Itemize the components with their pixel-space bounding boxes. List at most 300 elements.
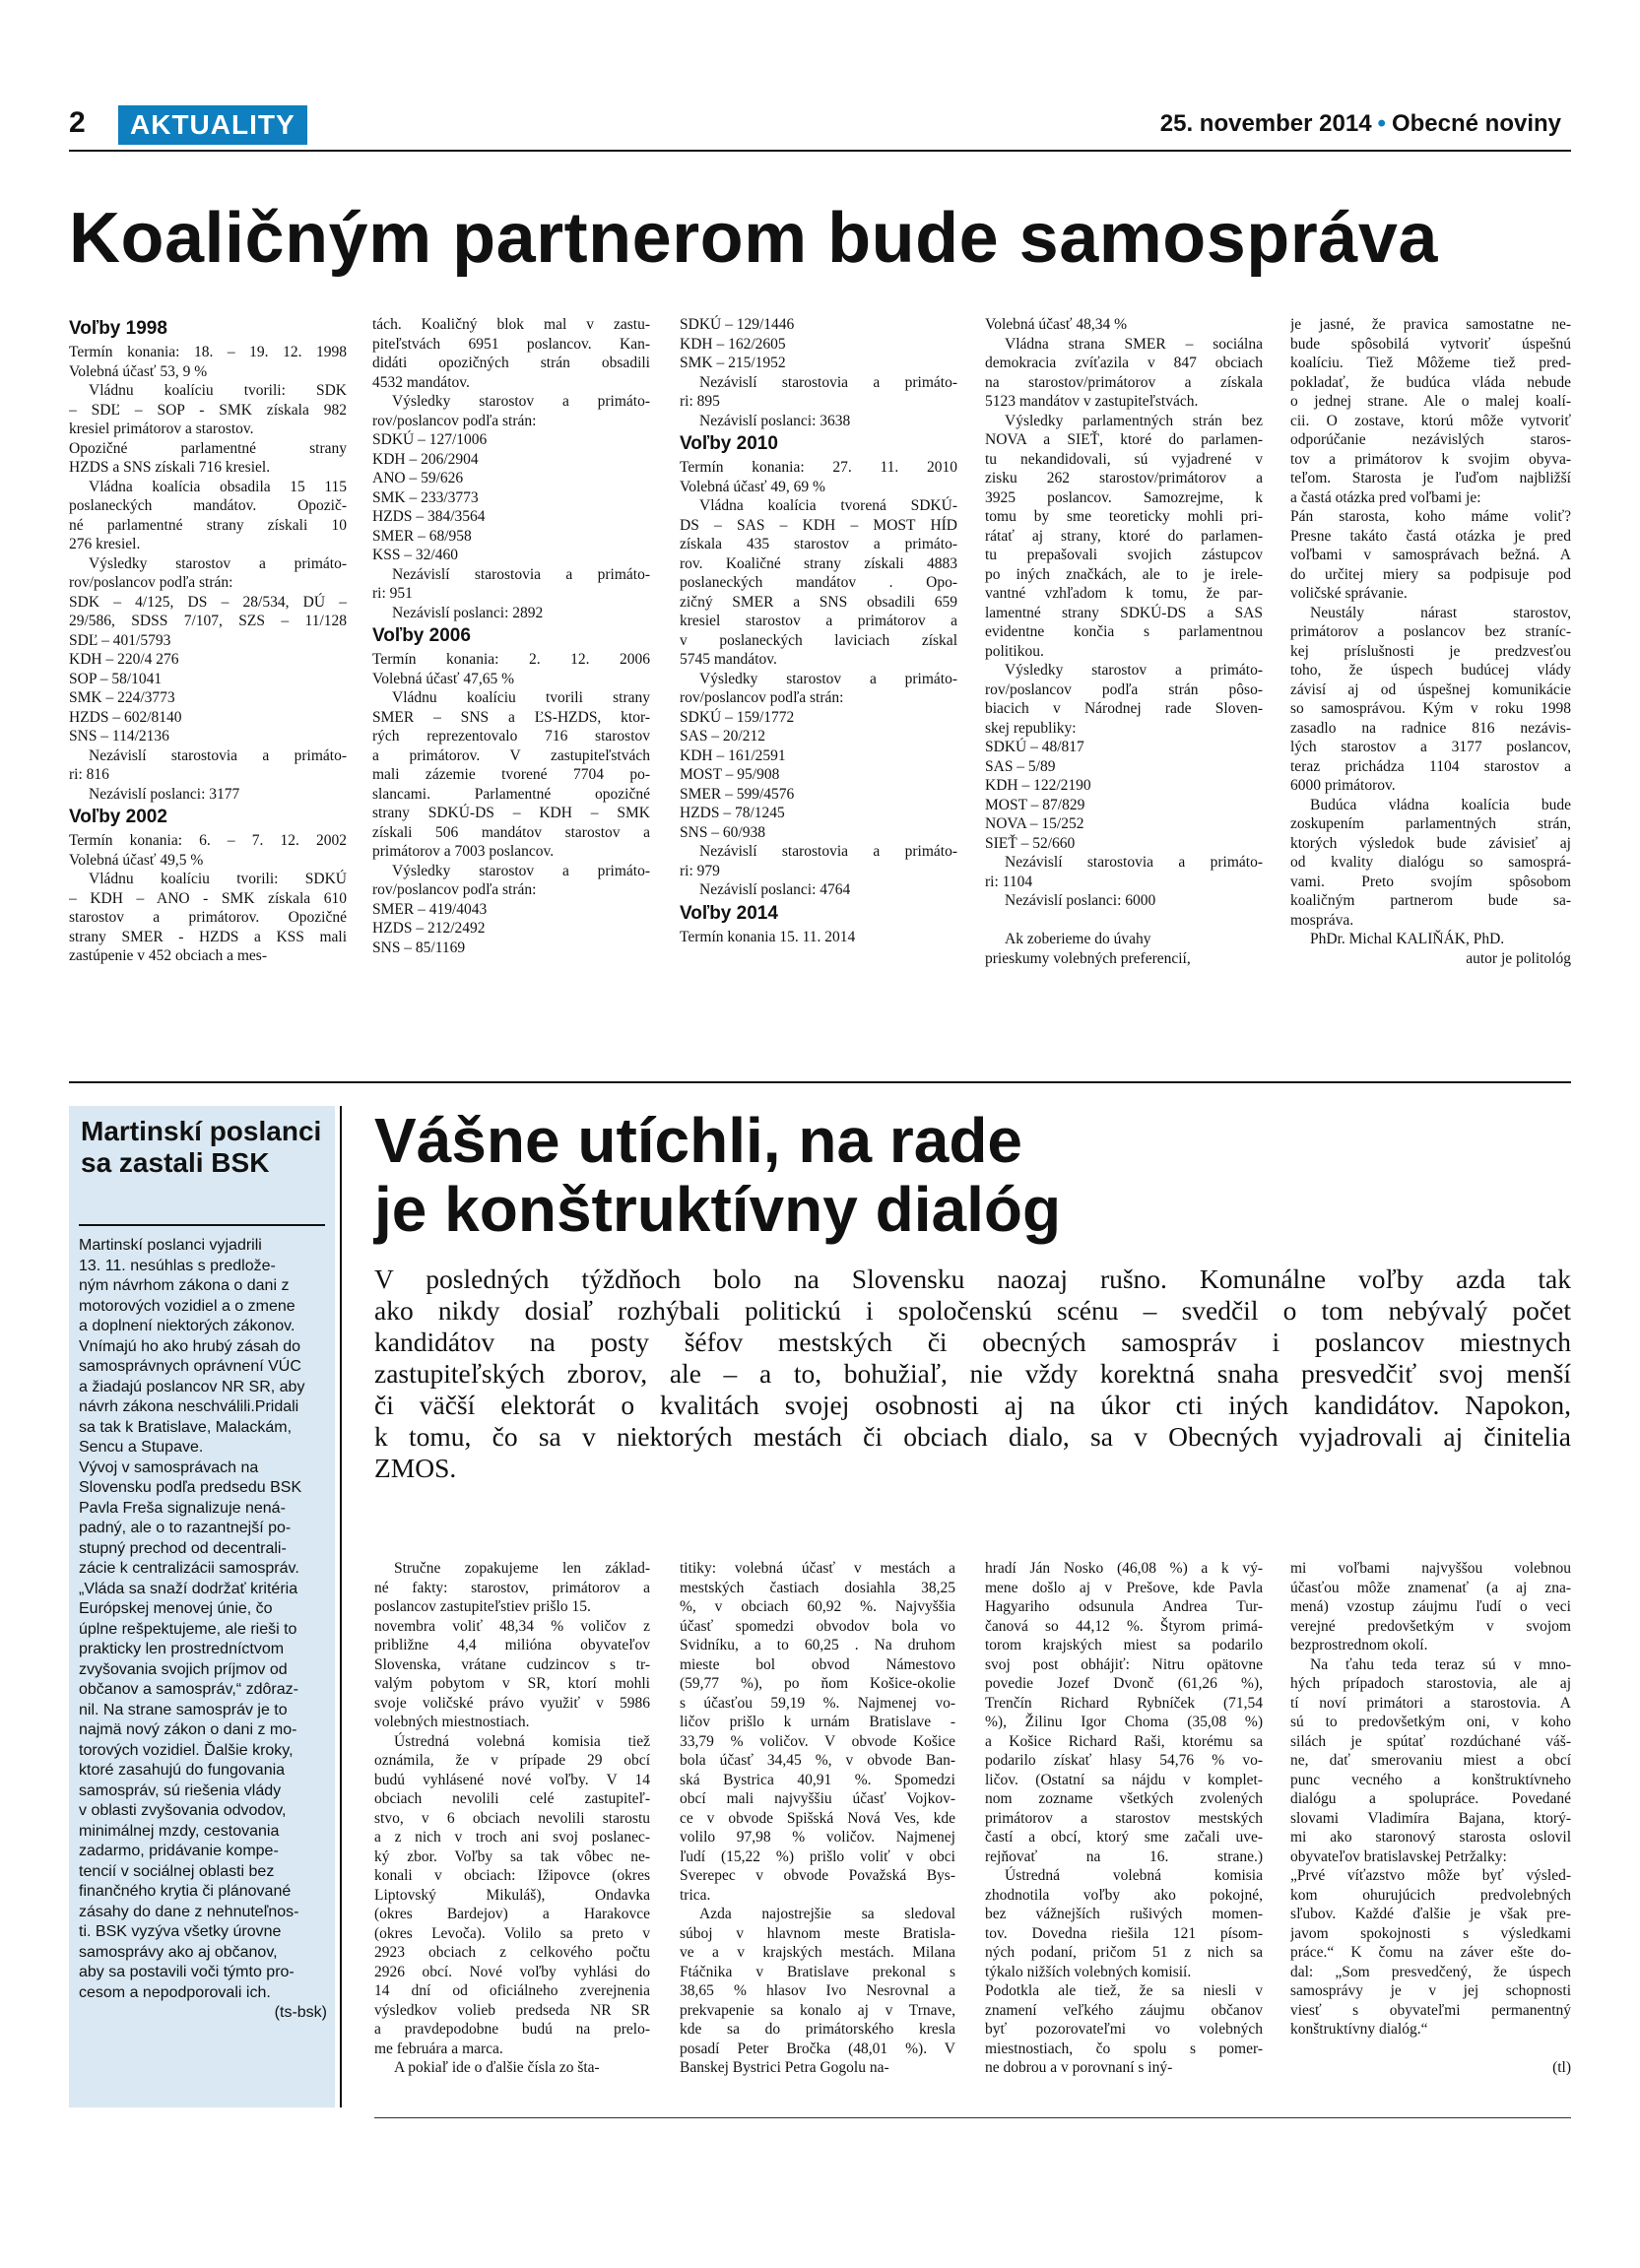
text-line — [1290, 2040, 1571, 2059]
text-line: koalíciu. Tiež Môžeme tiež pred- — [1290, 355, 1571, 371]
text-line: novembra voliť 48,34 % voličov z — [374, 1617, 650, 1635]
text-line: 5123 mandátov v zastupiteľstvách. — [985, 393, 1199, 410]
sidebar-line: v oblasti zvyšovania odvodov, — [79, 1802, 287, 1819]
text-line: Ústredná volebná komisia tiež — [394, 1732, 650, 1750]
sidebar-line: Martinskí poslanci vyjadrili — [79, 1237, 262, 1254]
text-line: mestských častiach dosiahla 38,25 — [680, 1579, 955, 1596]
sidebar-title-rule — [79, 1224, 325, 1226]
text-line: rov/poslancov podľa strán pôso- — [985, 680, 1263, 698]
text-line: Výsledky starostov a primáto- — [392, 862, 650, 879]
text-line: obyvateľov bratislavskej Petržalky: — [1290, 1847, 1507, 1865]
sidebar-line: aby sa postavili voči týmto pro- — [79, 1964, 295, 1980]
text-line: bezprostrednom okolí. — [1290, 1637, 1428, 1653]
text-line: Nezávislí starostovia a primáto- — [1005, 854, 1263, 871]
text-line: ne, dať smerovaniu miest a obcí — [1290, 1752, 1571, 1769]
text-line: Nezávislí poslanci: 3177 — [89, 785, 240, 803]
text-line: o jednej strane. Ale o malej koalí- — [1290, 393, 1571, 410]
text-line: hých prípadoch starostovia, ale aj — [1290, 1675, 1571, 1692]
text-line: zhodnotila voľby ako pokojné, — [985, 1886, 1263, 1904]
text-line: evidentne končia s parlamentnou — [985, 623, 1263, 640]
page-number: 2 — [69, 106, 86, 139]
text-line: SDKÚ – 127/1006 — [372, 431, 488, 448]
text-line: poslaneckých mandátov . Opo- — [680, 574, 957, 591]
text-line: biacich v Národnej rade Sloven- — [985, 700, 1263, 717]
text-line: verejné predovšetkým v svojom — [1290, 1617, 1571, 1635]
text-line: SNS – 114/2136 — [69, 728, 169, 745]
sidebar-title: Martinskí poslanci sa zastali BSK — [81, 1116, 322, 1178]
text-line: Výsledky starostov a primáto- — [699, 670, 957, 687]
text-line: strany SMER - HZDS a KSS mali — [69, 928, 347, 945]
text-line: tomu by sme teoreticky mohli pri- — [985, 508, 1263, 525]
text-line: prieskumy volebných preferencií, — [985, 949, 1191, 967]
text-line: tách. Koaličný blok mal v zastu- — [372, 316, 650, 333]
text-line: demokracia zvíťazila v 847 obciach — [985, 355, 1263, 371]
text-line: NOVA – 15/252 — [985, 815, 1084, 832]
text-line: (okres Levoča). Volilo sa preto v — [374, 1924, 650, 1942]
text-line: Trenčín Richard Rybníček (71,54 — [985, 1694, 1263, 1712]
sidebar-line: 13. 11. nesúhlas s predlože- — [79, 1257, 276, 1274]
column-text — [69, 831, 347, 966]
text-line: miestnostiach, čo spolu s pomer- — [985, 2040, 1263, 2057]
text-line: Nezávislí starostovia a primáto- — [89, 746, 347, 764]
text-line: približne 4,4 milióna obyvateľov — [374, 1637, 650, 1653]
text-line: ri: 951 — [372, 585, 413, 602]
sidebar-line: „Vláda sa snaží dodržať kritéria — [79, 1580, 298, 1597]
column-text — [680, 1559, 955, 2078]
text-line: do určitej miery sa podpisuje pod — [1290, 565, 1571, 583]
text-line: znamení veľkého záujmu občanov — [985, 2001, 1263, 2019]
text-line: skej republiky: — [985, 719, 1077, 737]
text-line: Na ťahu teda teraz sú v mno- — [1310, 1655, 1571, 1673]
text-line: 5745 mandátov. — [680, 651, 777, 668]
text-line: účasťou môže znamenať (a aj zna- — [1290, 1579, 1571, 1596]
text-line: voľbami v samosprávach bežná. A — [1290, 547, 1571, 563]
text-line: vami. Preto svojím spôsobom — [1290, 873, 1571, 890]
text-line: KDH – 162/2605 — [680, 335, 786, 353]
text-line: primátorov a starostov mestských — [985, 1809, 1263, 1827]
sidebar-line: minimálnej mzdy, cestovania — [79, 1822, 280, 1840]
text-line: po iných značkách, ale to je irele- — [985, 565, 1263, 583]
text-line: javom spokojnosti s výsledkami — [1290, 1924, 1571, 1942]
text-line: SMER – SNS a ĽS-HZDS, ktor- — [372, 708, 650, 726]
text-line: tov a primátorov k svojim obyva- — [1290, 450, 1571, 468]
text-line: ne dobrou a v porovnaní s iný- — [985, 2059, 1173, 2076]
column-text — [985, 1559, 1263, 2078]
text-line: – SDĽ – SOP - SMK získala 982 — [69, 401, 347, 419]
text-line: 33,79 % voličov. V obvode Košice — [680, 1732, 955, 1750]
text-line: HZDS a SNS získali 716 kresiel. — [69, 459, 271, 476]
sidebar-body — [79, 1236, 327, 2024]
article1-column-5 — [1290, 315, 1571, 968]
sidebar-line: Európskej menovej únie, čo — [79, 1600, 273, 1617]
sidebar-line: finančného krytia či plánované — [79, 1883, 292, 1900]
text-line: Termín konania: 27. 11. 2010 — [680, 459, 957, 476]
lead-line: ZMOS. — [374, 1453, 457, 1483]
text-line: rov. Koaličné strany získali 4883 — [680, 554, 957, 572]
text-line: je jasné, že pravica samostatne ne- — [1290, 316, 1571, 333]
text-line: poslancov zastupiteľstiev prišlo 15. — [374, 1598, 591, 1615]
text-line: samosprávy je v jej schopnosti — [1290, 1982, 1571, 1999]
text-line: Vládnu koalíciu tvorili: SDKÚ — [89, 871, 347, 887]
text-line: Ftáčnika v Bratislave prekonal s — [680, 1963, 955, 1980]
text-line: %), Žilinu Igor Choma (35,08 %) — [985, 1714, 1263, 1730]
article2-column-3 — [985, 1559, 1263, 2078]
lead-text — [374, 1264, 1571, 1484]
text-line: poslaneckých mandátov. Opozič- — [69, 497, 347, 514]
column-text — [69, 343, 347, 804]
text-line: MOST – 95/908 — [680, 766, 780, 783]
sidebar-line: zásahy do dane z nehnuteľnos- — [79, 1903, 299, 1920]
text-line: Nezávislí poslanci: 6000 — [1005, 892, 1156, 909]
text-line: mená) vzostup záujmu ľudí o veci — [1290, 1598, 1571, 1615]
sidebar-line: torových vozidiel. Ďalšie kroky, — [79, 1741, 294, 1759]
text-line: Termín konania: 2. 12. 2006 — [372, 651, 650, 668]
text-line: vantné vzhľadom k tomu, že par- — [985, 585, 1263, 602]
text-line: výsledkov volieb predseda NR SR — [374, 2001, 650, 2019]
sidebar-signature: (ts-bsk) — [274, 2004, 327, 2021]
text-line: primátorov a 7003 poslancov. — [372, 843, 555, 860]
sidebar-line: ktoré zasahujú do fungovania — [79, 1762, 286, 1779]
text-line: Podotkla ale tiež, že sa niesli v — [985, 1982, 1263, 1999]
sidebar-line: a žiadajú poslancov NR SR, aby — [79, 1378, 305, 1395]
sidebar-edge-rule — [340, 1106, 342, 2107]
sidebar-line: samosprávnych oprávnení VÚC — [79, 1358, 301, 1375]
text-line: ných podaní, pričom 51 z nich sa — [985, 1944, 1263, 1961]
text-line: konštruktívny dialóg.“ — [1290, 2021, 1428, 2038]
lead-line: či väčší elektorát o kvalitách svojej osobnosti aj na úkor cti iných kandidátov. Napokon, — [374, 1390, 1571, 1420]
text-line: punc vecného a konštruktívneho — [1290, 1771, 1571, 1788]
text-line: zoskupením parlamentných strán, — [1290, 815, 1571, 832]
text-line: 276 kresiel. — [69, 536, 141, 552]
text-line: tu nekandidovali, sú vyjadrené v — [985, 450, 1263, 468]
text-line: Azda najostrejšie sa sledoval — [699, 1906, 955, 1922]
text-line: byť pozorovateľmi vo volebných — [985, 2021, 1263, 2038]
text-line: torom krajských miest sa podarilo — [985, 1637, 1263, 1653]
text-line: ri: 979 — [680, 862, 720, 879]
text-line: s účasťou 59,19 %. Najmenej vo- — [680, 1694, 955, 1712]
text-line: (tl) — [1552, 2059, 1571, 2076]
text-line: súboj v hlavnom meste Bratisla- — [680, 1924, 955, 1942]
column-text — [374, 1559, 650, 2078]
publication-name: Obecné noviny — [1391, 110, 1561, 137]
text-line: ce v obvode Spišská Nová Ves, kde — [680, 1809, 955, 1827]
text-line: čanová so 44,12 %. Štyrom primá- — [985, 1617, 1263, 1635]
text-line: ký zbor. Voľby sa tak vôbec ne- — [374, 1847, 650, 1865]
text-line: rejňovať na 16. strane.) — [985, 1847, 1263, 1865]
lead-line: ako nikdy dosiaľ rozhýbali politickú i spoločenskú scénu – svedčil o tom nebývalý počet — [374, 1295, 1571, 1326]
sidebar-line: motorových vozidiel a o zmene — [79, 1297, 295, 1315]
text-line: nom zozname všetkých zvolených — [985, 1790, 1263, 1807]
text-line: Stručne zopakujeme len základ- — [394, 1560, 650, 1577]
headline-line-1: Vášne utíchli, na rade — [374, 1105, 1022, 1176]
text-line: Výsledky starostov a primáto- — [392, 393, 650, 410]
text-line: 14 dní od oficiálneho zverejnenia — [374, 1982, 650, 1999]
text-line: slovami Vladimíra Bajana, ktorý- — [1290, 1809, 1571, 1827]
section-head-2002: Voľby 2002 — [69, 807, 167, 827]
sidebar-line: padný, ale o to razantnejší po- — [79, 1520, 292, 1536]
bottom-rule — [374, 2117, 1571, 2118]
text-line: me februára a marca. — [374, 2040, 503, 2057]
text-line: toho, že úspech budúcej vlády — [1290, 662, 1571, 679]
text-line: odporúčanie nezávislých staros- — [1290, 431, 1571, 448]
text-line: silách je spútať rozdúchané váš- — [1290, 1732, 1571, 1750]
text-line: didáti opozičných strán obsadili — [372, 355, 650, 371]
text-line: politikou. — [985, 642, 1044, 660]
text-line: na starostov/primátorov a získala — [985, 373, 1263, 391]
column-text — [985, 315, 1263, 968]
text-line: Sverepec v obvode Považská Bys- — [680, 1867, 955, 1884]
text-line: zičný SMER a SNS obsadili 659 — [680, 593, 957, 611]
text-line: zisku 262 starostov/primátorov a — [985, 470, 1263, 486]
text-line: Termín konania: 18. – 19. 12. 1998 — [69, 344, 347, 360]
sidebar-line: zadarmo, pridávanie kompe- — [79, 1843, 279, 1859]
text-line: mene došlo aj v Prešove, kde Pavla — [985, 1579, 1263, 1596]
text-line: DS – SAS – KDH – MOST HÍD — [680, 516, 957, 534]
text-line: práce.“ K čomu na záver ešte do- — [1290, 1944, 1571, 1961]
text-line: Vládna koalícia obsadila 15 115 — [89, 478, 347, 495]
sidebar-line: tencií v sociálnej oblasti bez — [79, 1862, 275, 1880]
section-head-2006: Voľby 2006 — [372, 625, 471, 646]
text-line: dal: „Som presvedčený, že úspech — [1290, 1963, 1571, 1980]
lead-line: zastupiteľských zborov, ale – a to, bohužiaľ, nie vždy korektná snaha presvedčiť svoj menší — [374, 1358, 1571, 1389]
text-line: mi voľbami najvyššou volebnou — [1290, 1560, 1571, 1577]
article1-column-4 — [985, 315, 1263, 968]
section-tag: AKTUALITY — [118, 105, 307, 145]
text-line: trica. — [680, 1886, 711, 1904]
text-line: účasť spomedzi obvodov bola vo — [680, 1617, 955, 1635]
text-line: Výsledky starostov a primáto- — [89, 554, 347, 572]
text-line: koaličným partnerom bude sa- — [1290, 892, 1571, 909]
text-line: kde sa do primátorského kresla — [680, 2021, 955, 2038]
header-rule — [69, 150, 1571, 152]
text-line: teľom. Starosta je ľuďom najbližší — [1290, 470, 1571, 486]
text-line: mieste bol obvod Námestovo — [680, 1655, 955, 1673]
headline-article2 — [374, 1106, 1571, 1244]
text-line: rov/poslancov podľa strán: — [680, 689, 844, 706]
text-line: Ústredná volebná komisia — [1005, 1867, 1263, 1884]
text-line: Pán starosta, koho máme voliť? — [1290, 508, 1571, 525]
text-line: od kvality dialógu so samosprá- — [1290, 854, 1571, 871]
text-line: Nezávislí poslanci: 2892 — [392, 604, 544, 621]
sidebar-line: Slovensku podľa predsedu BSK — [79, 1479, 302, 1496]
text-line: SDKÚ – 129/1446 — [680, 316, 795, 333]
text-line: SMER – 419/4043 — [372, 900, 488, 918]
text-line: piteľstvách 6951 poslancov. Kan- — [372, 335, 650, 353]
text-line: starostov a primátorov. Opozičné — [69, 909, 347, 926]
column-text — [372, 650, 650, 957]
text-line: získali 506 mandátov starostov a — [372, 823, 650, 841]
text-line: ri: 816 — [69, 766, 109, 783]
sidebar-line: Vývoj v samosprávach na — [79, 1458, 259, 1476]
text-line: a z nich v troch ani svoj poslanec- — [374, 1829, 650, 1846]
text-line: slancami. Parlamentné opozičné — [372, 785, 650, 803]
lead-line: kandidátov na posty šéfov mestských či obecných samospráv i poslancov miestnych — [374, 1327, 1571, 1357]
text-line: SAS – 5/89 — [985, 757, 1056, 775]
text-line: Banskej Bystrici Petra Gogolu na- — [680, 2059, 889, 2076]
text-line: posadí Peter Bročka (48,01 %). V — [680, 2040, 955, 2057]
text-line: ľudí (15,22 %) prišlo voliť v obci — [680, 1847, 955, 1865]
text-line: titiky: volebná účasť v mestách a — [680, 1560, 955, 1577]
text-line: primátorov a poslancov bez straníc- — [1290, 623, 1571, 640]
text-line: viesť s obyvateľmi permanentný — [1290, 2001, 1571, 2019]
text-line: lých starostov a 3177 poslancov, — [1290, 739, 1571, 755]
text-line: SDK – 4/125, DS – 28/534, DÚ – — [69, 593, 347, 611]
text-line: hradí Ján Nosko (46,08 %) a k vý- — [985, 1560, 1263, 1577]
article-divider — [69, 1081, 1571, 1083]
text-line: kej príslušnosti je predzvesťou — [1290, 642, 1571, 660]
sidebar-line: občanov a samospráv,“ zdôraz- — [79, 1681, 298, 1698]
column-text — [680, 928, 957, 947]
text-line: volebných miestnostiach. — [374, 1714, 530, 1730]
text-line: rov/poslancov podľa strán: — [372, 412, 537, 429]
text-line: Vládna koalícia tvorená SDKÚ- — [699, 497, 957, 514]
text-line: lamentné strany SDKÚ-DS a SAS — [985, 604, 1263, 621]
text-line: tí noví primátori a starostovia. A — [1290, 1694, 1571, 1712]
text-line: ličov. (Ostatní sa nájdu v komplet- — [985, 1771, 1263, 1788]
text-line: SMK – 215/1952 — [680, 355, 786, 371]
sidebar-text — [79, 1236, 327, 2003]
text-line: (okres Bardejov) a Harakovce — [374, 1906, 650, 1922]
text-line: HZDS – 384/3564 — [372, 508, 486, 525]
sidebar-line: prakticky len prostredníctvom — [79, 1641, 285, 1657]
text-line: mi ako staronový starosta oslovil — [1290, 1829, 1571, 1846]
text-line: mali zázemie tvorené 7704 po- — [372, 766, 650, 783]
text-line: Výsledky starostov a primáto- — [1005, 662, 1263, 679]
text-line: KDH – 206/2904 — [372, 450, 479, 468]
sidebar-line: sa tak k Bratislave, Malackám, — [79, 1418, 293, 1436]
text-line: kresiel primátorov a starostov. — [69, 421, 254, 437]
text-line: MOST – 87/829 — [985, 796, 1085, 813]
text-line: HZDS – 78/1245 — [680, 805, 785, 821]
sidebar-line: zvyšovania svojich príjmov od — [79, 1660, 288, 1678]
text-line: Termín konania 15. 11. 2014 — [680, 928, 856, 945]
text-line: cii. O zostave, ktorú môže vytvoriť — [1290, 412, 1571, 429]
text-line: PhDr. Michal KALIŇÁK, PhD. — [1310, 931, 1505, 947]
text-line: HZDS – 602/8140 — [69, 708, 182, 726]
text-line: volilo 97,98 % voličov. Najmenej — [680, 1829, 955, 1846]
text-line: SDKÚ – 48/817 — [985, 739, 1084, 755]
text-line: 4532 mandátov. — [372, 373, 470, 391]
text-line: dialógu a spolupráce. Povedané — [1290, 1790, 1571, 1807]
sidebar-line: stupný prechod od decentrali- — [79, 1539, 287, 1557]
text-line: rov/poslancov podľa strán: — [372, 881, 537, 898]
sidebar-line: samospráv, sú riešenia vlády — [79, 1782, 282, 1799]
text-line: voličské správanie. — [1290, 585, 1408, 602]
text-line: pokladať, že budúca vláda nebude — [1290, 373, 1571, 391]
text-line: sú to predovšetkým oni, v koho — [1290, 1714, 1571, 1730]
sidebar-line: zácie k centralizácii samospráv. — [79, 1560, 299, 1577]
text-line: bude spôsobilá vytvoriť úspešnú — [1290, 335, 1571, 353]
text-line: Slovenska, vrátane cudzincov s tr- — [374, 1655, 650, 1673]
text-line: Neustály nárast starostov, — [1310, 604, 1571, 621]
column-text — [1290, 1559, 1571, 2078]
article2-column-2 — [680, 1559, 955, 2078]
article2-lead — [374, 1264, 1571, 1484]
text-line: Presne takáto častá otázka je pred — [1290, 527, 1571, 545]
text-line: 2923 obciach z celkového počtu — [374, 1944, 650, 1961]
text-line: Výsledky parlamentných strán bez — [1005, 412, 1263, 429]
text-line: ri: 895 — [680, 393, 720, 410]
page-header-info — [1160, 110, 1561, 138]
text-line: SMER – 599/4576 — [680, 785, 795, 803]
sidebar-line: ným návrhom zákona o dani z — [79, 1277, 290, 1294]
text-line: Ak zoberieme do úvahy — [1005, 931, 1151, 947]
text-line: tov. Dovedna riešila 121 písom- — [985, 1924, 1263, 1942]
text-line: týkalo nižších volebných komisií. — [985, 1963, 1192, 1980]
text-line: obciach nevolili celé zastupiteľ- — [374, 1790, 650, 1807]
text-line: povedie Jozef Dvonč (61,26 %), — [985, 1675, 1263, 1692]
column-text — [1290, 315, 1571, 968]
text-line: prekvapenie sa konalo aj v Trnave, — [680, 2001, 955, 2019]
text-line: A pokiaľ ide o ďalšie čísla zo šta- — [394, 2059, 600, 2076]
text-line: oznámila, že v prípade 29 obcí — [374, 1752, 650, 1769]
text-line: konali v obciach: Ižipovce (okres — [374, 1867, 650, 1884]
sidebar-line: Vnímajú ho ako hrubý zásah do — [79, 1337, 301, 1355]
sidebar-line: ti. BSK vyzýva všetky úrovne — [79, 1923, 282, 1940]
issue-date: 25. november 2014 — [1159, 110, 1372, 137]
text-line: 2926 obcí. Nové voľby vyhlási do — [374, 1963, 650, 1980]
section-head-1998: Voľby 1998 — [69, 318, 167, 339]
text-line: zastúpenie v 452 obciach a mes- — [69, 947, 267, 964]
section-head-2010: Voľby 2010 — [680, 433, 778, 454]
text-line: KSS – 32/460 — [372, 547, 458, 563]
text-line: Volebná účasť 49,5 % — [69, 851, 204, 869]
text-line: tu prepašovali svojich zástupcov — [985, 547, 1263, 563]
section-head-2014: Voľby 2014 — [680, 902, 778, 924]
text-line: bola účasť 34,45 %, v obvode Ban- — [680, 1752, 955, 1769]
text-line: ri: 1104 — [985, 873, 1033, 890]
text-line: KDH – 161/2591 — [680, 746, 786, 764]
text-line: Opozičné parlamentné strany — [69, 439, 347, 457]
lead-line: k tomu, čo sa v niektorých mestách či obciach dialo, sa v Obecných vyjadrovali aj činitelia — [374, 1421, 1571, 1452]
text-line: Vládnu koalíciu tvorili: SDK — [89, 382, 347, 399]
text-line: SIEŤ – 52/660 — [985, 834, 1076, 852]
text-line: Budúca vládna koalícia bude — [1310, 796, 1571, 813]
article2-column-4 — [1290, 1559, 1571, 2078]
text-line: (59,77 %), po ňom Košice-okolie — [680, 1675, 955, 1692]
text-line — [985, 911, 1263, 931]
article1-column-2 — [372, 315, 650, 957]
text-line: budú vyhlásené nové voľby. V 14 — [374, 1771, 650, 1788]
text-line: Hagyariho odsunula Andrea Tur- — [985, 1598, 1263, 1615]
header-separator: • — [1377, 110, 1386, 137]
lead-line: V posledných týždňoch bolo na Slovensku naozaj rušno. Komunálne voľby azda tak — [374, 1264, 1571, 1294]
text-line: svoje voličské právo využiť v 5986 — [374, 1694, 650, 1712]
column-text — [680, 458, 957, 900]
text-line: bez vážnejších rušivých momen- — [985, 1906, 1263, 1922]
text-line: SNS – 60/938 — [680, 823, 765, 841]
text-line: so samosprávou. Kým v roku 1998 — [1290, 700, 1571, 717]
text-line: a pravdepodobne budú na prelo- — [374, 2021, 650, 2038]
text-line: Nezávislí poslanci: 3638 — [699, 412, 851, 429]
text-line: HZDS – 212/2492 — [372, 920, 486, 937]
text-line: 29/586, SDSS 7/107, SZS – 11/128 — [69, 613, 347, 629]
text-line: valým pobytom v SR, ktorí mohli — [374, 1675, 650, 1692]
sidebar-line: Pavla Freša signalizuje nená- — [79, 1499, 286, 1517]
text-line: SOP – 58/1041 — [69, 670, 163, 687]
text-line: Termín konania: 6. – 7. 12. 2002 — [69, 832, 347, 849]
text-line: 38,65 % hlasov Ivo Nesrovnal a — [680, 1982, 955, 1999]
text-line: SDĽ – 401/5793 — [69, 631, 171, 649]
text-line: né fakty: starostov, primátorov a — [374, 1579, 650, 1596]
text-line: Volebná účasť 53, 9 % — [69, 362, 208, 380]
sidebar-line: cesom a nepodporovali ich. — [79, 1983, 271, 2001]
text-line: podarilo získať hlasy 54,76 % vo- — [985, 1752, 1263, 1769]
text-line: – KDH – ANO - SMK získala 610 — [69, 889, 347, 907]
text-line: rých reprezentovalo 716 starostov — [372, 728, 650, 745]
text-line: strany SDKÚ-DS – KDH – SMK — [372, 805, 650, 821]
text-line: Svidníku, a to 60,25 . Na druhom — [680, 1637, 955, 1653]
